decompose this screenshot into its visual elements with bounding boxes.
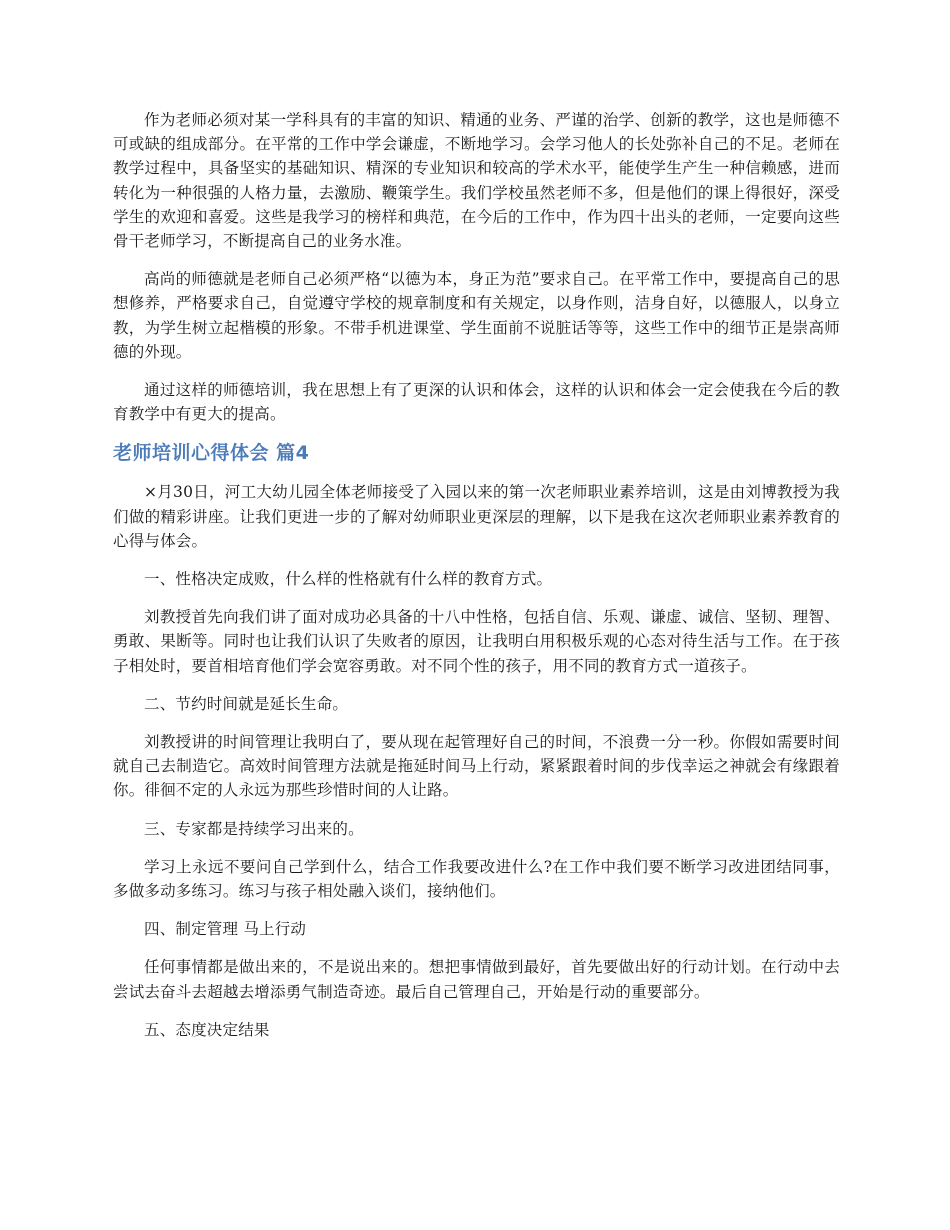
point-3-body: 学习上永远不要问自己学到什么，结合工作我要改进什么?在工作中我们要不断学习改进团结同事，多做多动多练习。练习与孩子相处融入谈们，接纳他们。 — [113, 857, 840, 901]
point-1-body: 刘教授首先向我们讲了面对成功必具备的十八中性格，包括自信、乐观、谦虚、诚信、坚韧、理智、勇敢、果断等。同时也让我们认识了失败者的原因，让我明白用积极乐观的心态对待生活与工作。在于孩子相处时，要首相培育他们学会宽容勇敢。对不同个性的孩子，用不同的教育方式一道孩子。 — [113, 608, 840, 675]
point-4-body: 任何事情都是做出来的，不是说出来的。想把事情做到最好，首先要做出好的行动计划。在行动中去尝试去奋斗去超越去增添勇气制造奇迹。最后自己管理自己，开始是行动的重要部分。 — [113, 958, 840, 1001]
paragraph-teacher-ethics: 高尚的师德就是老师自己必须严格“以德为本，身正为范”要求自己。在平常工作中，要提高自己的思想修养，严格要求自己，自觉遵守学校的规章制度和有关规定，以身作则，洁身自好，以德服人，以身立教，为学生树立起楷模的形象。不带手机进课堂、学生面前不说脏话等等，这些工作中的细节正是崇高师德的外现。 — [113, 270, 840, 361]
point-1-title: 一、性格决定成败，什么样的性格就有什么样的教育方式。 — [144, 570, 553, 589]
paragraph-teacher-knowledge: 作为老师必须对某一学科具有的丰富的知识、精通的业务、严谨的治学、创新的教学，这也是师德不可或缺的组成部分。在平常的工作中学会谦虚，不断地学习。会学习他人的长处弥补自己的不足。老师在教学过程中，具备坚实的基础知识、精深的专业知识和较高的学术水平，能使学生产生一种信赖感，进而转化为一种很强的人格力量，去激励、鞭策学生。我们学校虽然老师不多，但是他们的课上得很好，深受学生的欢迎和喜爱。这些是我学习的榜样和典范，在今后的工作中，作为四十出头的老师，一定要向这些骨干老师学习，不断提高自己的业务水准。 — [113, 111, 840, 251]
point-2-title: 二、节约时间就是延长生命。 — [144, 694, 349, 713]
point-4-title: 四、制定管理 马上行动 — [144, 920, 307, 939]
point-2-body: 刘教授讲的时间管理让我明白了，要从现在起管理好自己的时间，不浪费一分一秒。你假如需要时间就自己去制造它。高效时间管理方法就是拖延时间马上行动，紧紧跟着时间的步伐幸运之神就会有缘跟着你。徘徊不定的人永远为那些珍惜时间的人让路。 — [113, 733, 840, 800]
paragraph-intro: ×月30日，河工大幼儿园全体老师接受了入园以来的第一次老师职业素养培训，这是由刘博教授为我们做的精彩讲座。让我们更进一步的了解对幼师职业更深层的理解，以下是我在这次老师职业素养教育的心得与体会。 — [113, 483, 840, 550]
paragraph-training-summary: 通过这样的师德培训，我在思想上有了更深的认识和体会，这样的认识和体会一定会使我在今后的教育教学中有更大的提高。 — [113, 381, 840, 424]
point-5-title: 五、态度决定结果 — [144, 1020, 270, 1039]
section-heading: 老师培训心得体会 篇4 — [113, 442, 310, 465]
point-3-title: 三、专家都是持续学习出来的。 — [144, 819, 364, 838]
document-page — [113, 108, 840, 1056]
